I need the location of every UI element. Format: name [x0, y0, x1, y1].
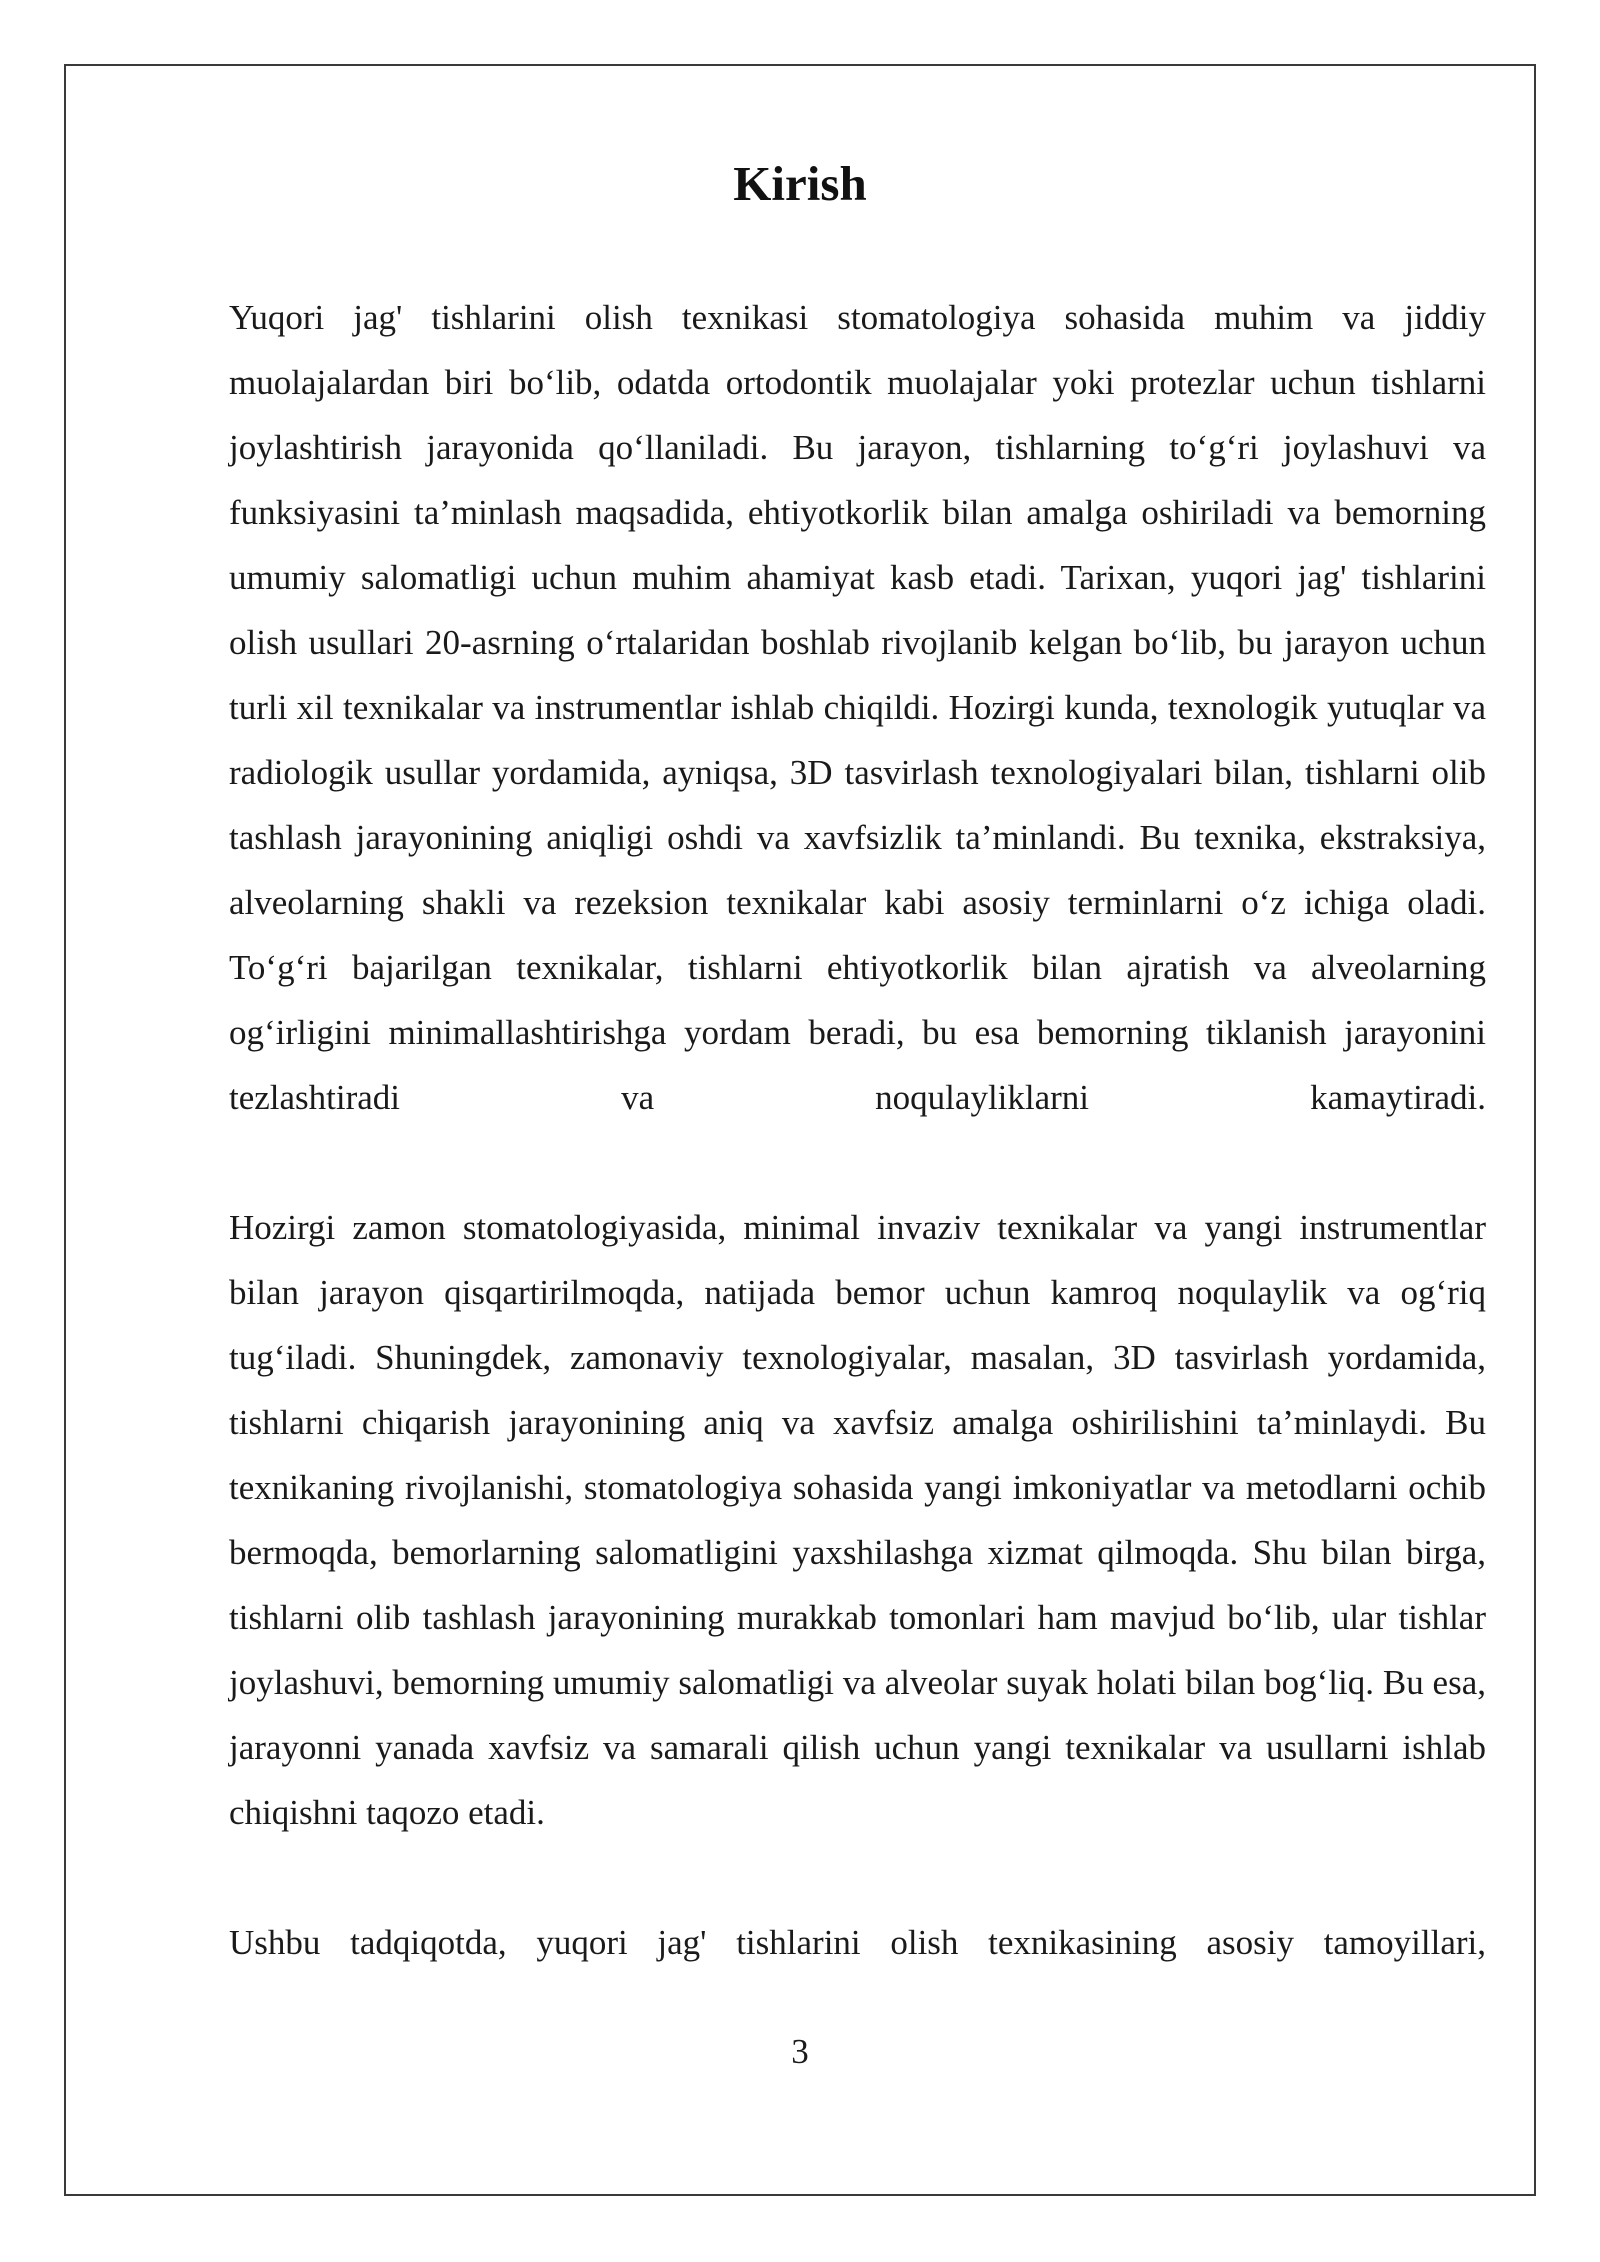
page-title: Kirish [733, 156, 867, 211]
document-body [229, 285, 1486, 1975]
paragraph-2: Hozirgi zamon stomatologiyasida, minimal invaziv texnikalar va yangi instrumentlar bilan jarayon qisqartirilmoqda, natijada bemor uchun kamroq noqulaylik va og‘riq tug‘iladi. Shuningdek, zamonaviy texnologiyalar, masalan, 3D tasvirlash yordamida, tishlarni chiqarish jarayonining aniq va xavfsiz amalga oshirilishini ta’minlaydi. Bu texnikaning rivojlanishi, stomatologiya sohasida yangi imkoniyatlar va metodlarni ochib bermoqda, bemorlarning salomatligini yaxshilashga xizmat qilmoqda. Shu bilan birga, tishlarni olib tashlash jarayonining murakkab tomonlari ham mavjud bo‘lib, ular tishlar joylashuvi, bemorning umumiy salomatligi va alveolar suyak holati bilan bog‘liq. Bu esa, jarayonni yanada xavfsiz va samarali qilish uchun yangi texnikalar va usullarni ishlab chiqishni taqozo etadi. [229, 1208, 1486, 1832]
paragraph-3: Ushbu tadqiqotda, yuqori jag' tishlarini olish texnikasining asosiy tamoyillari, [229, 1923, 1486, 1962]
paragraph-1: Yuqori jag' tishlarini olish texnikasi stomatologiya sohasida muhim va jiddiy muolajalardan biri bo‘lib, odatda ortodontik muolajalar yoki protezlar uchun tishlarni joylashtirish jarayonida qo‘llaniladi. Bu jarayon, tishlarning to‘g‘ri joylashuvi va funksiyasini ta’minlash maqsadida, ehtiyotkorlik bilan amalga oshiriladi va bemorning umumiy salomatligi uchun muhim ahamiyat kasb etadi. Tarixan, yuqori jag' tishlarini olish usullari 20-asrning o‘rtalaridan boshlab rivojlanib kelgan bo‘lib, bu jarayon uchun turli xil texnikalar va instrumentlar ishlab chiqildi. Hozirgi kunda, texnologik yutuqlar va radiologik usullar yordamida, ayniqsa, 3D tasvirlash texnologiyalari bilan, tishlarni olib tashlash jarayonining aniqligi oshdi va xavfsizlik ta’minlandi. Bu texnika, ekstraksiya, alveolarning shakli va rezeksion texnikalar kabi asosiy terminlarni o‘z ichiga oladi. To‘g‘ri bajarilgan texnikalar, tishlarni ehtiyotkorlik bilan ajratish va alveolarning og‘irligini minimallashtirishga yordam beradi, bu esa bemorning tiklanish jarayonini tezlashtiradi va noqulayliklarni kamaytiradi. [229, 298, 1486, 1117]
page-number: 3 [791, 2032, 809, 2071]
